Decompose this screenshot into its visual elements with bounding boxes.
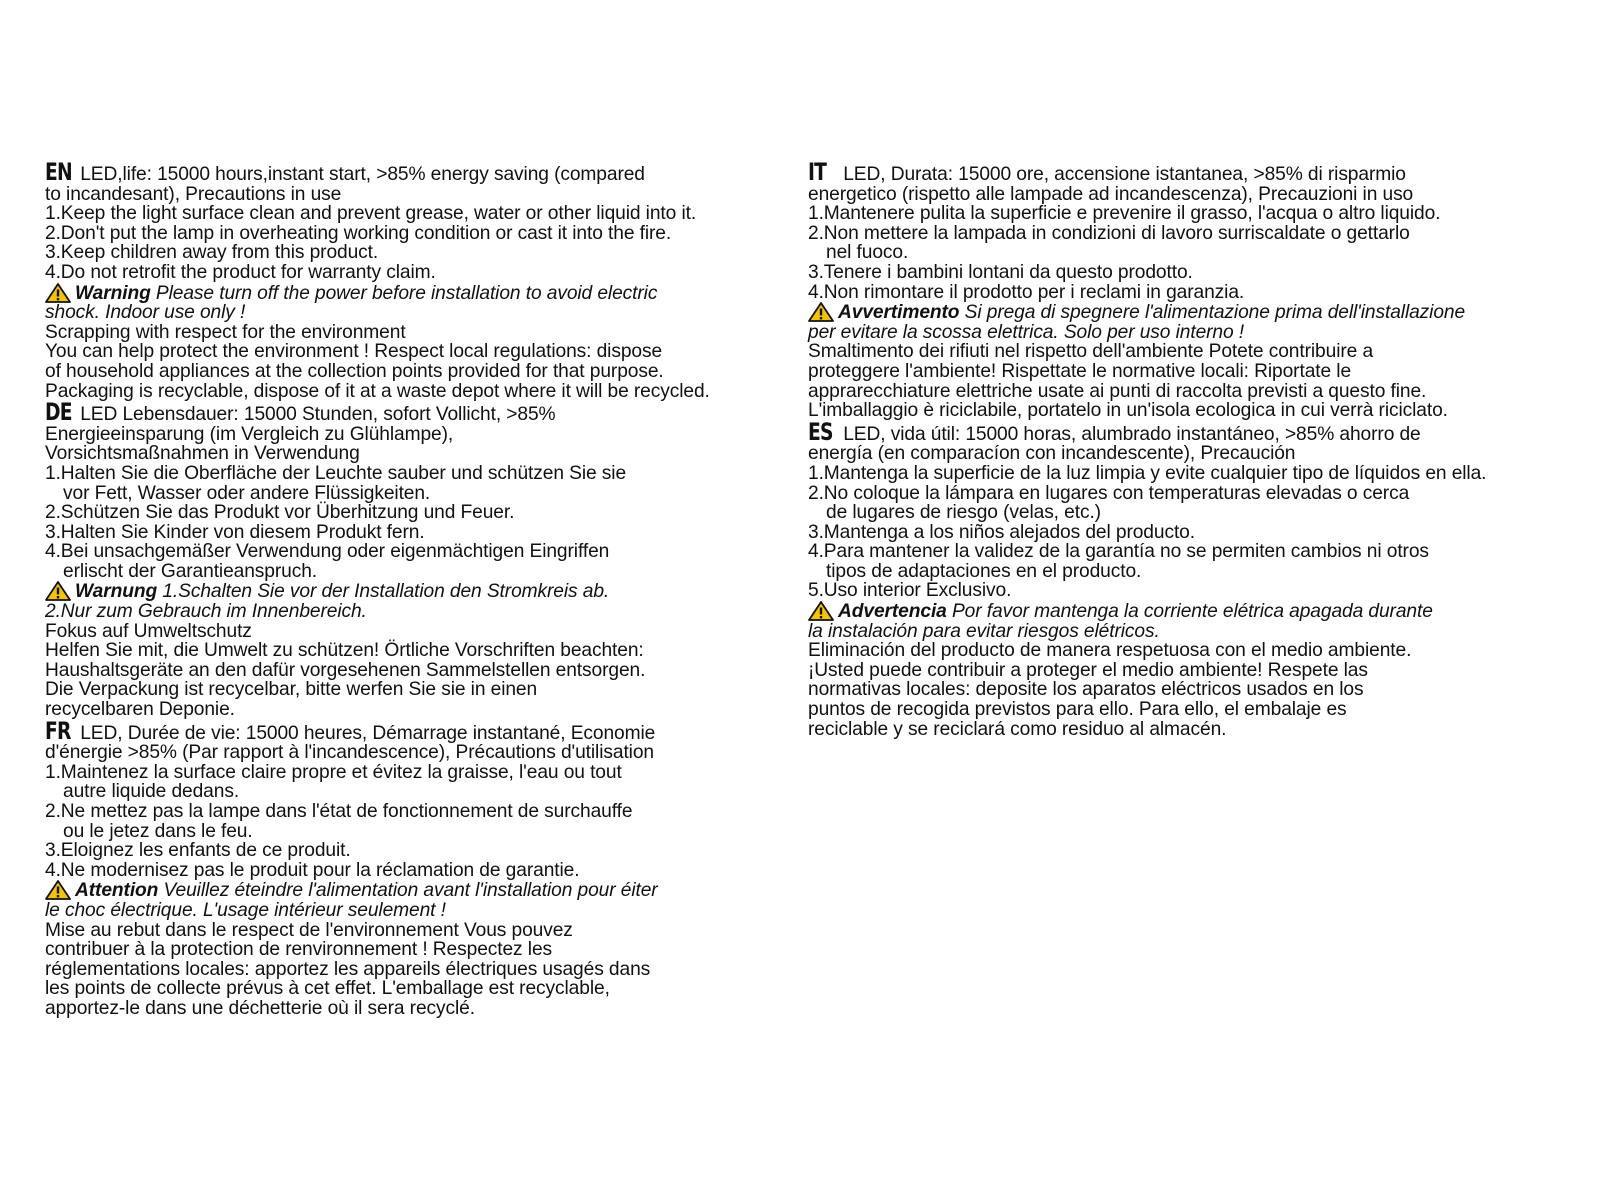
- text-line: [808, 622, 1578, 642]
- text-line: [45, 342, 775, 362]
- text-line: [45, 464, 775, 484]
- warning-text: Please turn off the power before installation to avoid electric: [150, 282, 658, 304]
- line-text: to incandesant), Precautions in use: [45, 183, 342, 205]
- warning-text: Por favor mantenga la corriente elétrica apagada durante: [946, 601, 1433, 623]
- line-text: 2.Non mettere la lampada in condizioni di lavoro surriscaldate o gettarlo: [808, 222, 1410, 244]
- text-line: [45, 861, 775, 881]
- line-text: proteggere l'ambiente! Rispettate le normative locali: Riportate le: [808, 360, 1352, 382]
- line-text: contribuer à la protection de renvironnement ! Respectez les: [45, 939, 553, 961]
- language-code: FR: [45, 716, 71, 745]
- text-line: [45, 680, 775, 700]
- line-text: Vorsichtsmaßnahmen in Verwendung: [45, 443, 360, 465]
- warning-label: Avvertimento: [838, 302, 960, 324]
- line-text: apprarecchiature elettriche usate ai punti di raccolta previsti a questo fine.: [808, 380, 1427, 402]
- text-line: [808, 401, 1578, 421]
- text-line: [45, 901, 775, 921]
- language-section-it: [808, 158, 1578, 422]
- line-text: 2.Schützen Sie das Produkt vor Überhitzung und Feuer.: [45, 502, 515, 524]
- warning-line: [45, 283, 775, 304]
- text-line: [45, 444, 775, 464]
- line-text: le choc électrique. L'usage intérieur seulement !: [45, 899, 446, 921]
- text-line: [808, 243, 1578, 263]
- text-line: [45, 841, 775, 861]
- warning-triangle-icon: [45, 880, 71, 899]
- text-line: [808, 224, 1578, 244]
- text-line: [45, 700, 775, 720]
- warning-triangle-icon: [808, 302, 834, 321]
- warning-label: Advertencia: [838, 601, 947, 623]
- text-line: [808, 562, 1578, 582]
- text-line: [45, 782, 775, 802]
- line-text: apportez-le dans une déchetterie où il sera recyclé.: [45, 997, 475, 1019]
- line-text: 4.Do not retrofit the product for warranty claim.: [45, 261, 436, 283]
- line-text: 2.Ne mettez pas la lampe dans l'état de fonctionnement de surchauffe: [45, 801, 633, 822]
- language-section-fr: [45, 716, 775, 1019]
- line-text: 2.Don't put the lamp in overheating working condition or cast it into the fire.: [45, 222, 672, 244]
- text-line: [808, 158, 1578, 186]
- text-line: [45, 921, 775, 941]
- line-text: tipos de adaptaciones en el producto.: [826, 560, 1142, 582]
- text-line: [808, 342, 1578, 362]
- text-line: [808, 185, 1578, 205]
- line-text: 1.Keep the light surface clean and prevent grease, water or other liquid into it.: [45, 203, 697, 225]
- line-text: les points de collecte prévus à cet effet. L'emballage est recyclable,: [45, 978, 610, 1000]
- line-text: Haushaltsgeräte an den dafür vorgesehenen Sammelstellen entsorgen.: [45, 659, 646, 681]
- line-text: LED,life: 15000 hours,instant start, >85% energy saving (compared: [75, 164, 645, 185]
- text-line: [808, 464, 1578, 484]
- line-text: 5.Uso interior Exclusivo.: [808, 580, 1012, 602]
- text-line: [45, 303, 775, 323]
- text-line: [45, 425, 775, 445]
- line-text: reciclable y se reciclará como residuo al almacén.: [808, 718, 1227, 740]
- text-line: [45, 960, 775, 980]
- line-text: 1.Halten Sie die Oberfläche der Leuchte sauber und schützen Sie sie: [45, 462, 627, 484]
- text-line: [45, 484, 775, 504]
- text-line: [45, 243, 775, 263]
- line-text: energía (en comparacíon con incandescente), Precaución: [808, 443, 1296, 465]
- text-line: [808, 542, 1578, 562]
- line-text: 3.Keep children away from this product.: [45, 242, 379, 264]
- line-text: 1.Mantenere pulita la superficie e prevenire il grasso, l'acqua o altro liquido.: [808, 203, 1441, 225]
- text-line: [808, 382, 1578, 402]
- line-text: 1.Mantenga la superficie de la luz limpia y evite cualquier tipo de líquidos en ella.: [808, 462, 1487, 484]
- text-line: [45, 743, 775, 763]
- text-line: [45, 323, 775, 343]
- line-text: Energieeinsparung (im Vergleich zu Glühlampe),: [45, 423, 454, 445]
- warning-label: Attention: [75, 880, 159, 902]
- warning-text: Si prega di spegnere l'alimentazione prima dell'installazione: [959, 302, 1466, 324]
- text-line: [808, 661, 1578, 681]
- text-line: [45, 641, 775, 661]
- text-line: [45, 562, 775, 582]
- text-line: [808, 680, 1578, 700]
- line-text: d'énergie >85% (Par rapport à l'incandescence), Précautions d'utilisation: [45, 742, 654, 764]
- text-line: [808, 323, 1578, 343]
- line-text: You can help protect the environment ! Respect local regulations: dispose: [45, 341, 663, 363]
- line-text: normativas locales: deposite los aparatos eléctricos usados en los: [808, 679, 1364, 701]
- left-column: [45, 158, 775, 1021]
- warning-line: [45, 581, 775, 602]
- text-line: [808, 362, 1578, 382]
- text-line: [45, 661, 775, 681]
- line-text: 2.Nur zum Gebrauch im Innenbereich.: [45, 601, 367, 623]
- line-text: nel fuoco.: [826, 242, 909, 264]
- right-column: [808, 158, 1578, 741]
- text-line: [808, 283, 1578, 303]
- text-line: [45, 362, 775, 382]
- line-text: Smaltimento dei rifiuti nel rispetto dell'ambiente Potete contribuire a: [808, 341, 1374, 363]
- warning-line: [808, 601, 1578, 622]
- line-text: LED, vida útil: 15000 horas, alumbrado instantáneo, >85% ahorro de: [838, 423, 1421, 445]
- text-line: [45, 185, 775, 205]
- line-text: Scrapping with respect for the environment: [45, 321, 406, 343]
- text-line: [45, 542, 775, 562]
- line-text: 3.Tenere i bambini lontani da questo prodotto.: [808, 261, 1193, 283]
- warning-line: [808, 302, 1578, 323]
- text-line: [45, 382, 775, 402]
- text-line: [808, 484, 1578, 504]
- line-text: la instalación para evitar riesgos elétricos.: [808, 620, 1160, 642]
- line-text: energetico (rispetto alle lampade ad incandescenza), Precauzioni in uso: [808, 183, 1414, 205]
- language-code: DE: [45, 398, 72, 427]
- line-text: de lugares de riesgo (velas, etc.): [826, 502, 1101, 524]
- text-line: [808, 417, 1578, 446]
- text-line: [808, 641, 1578, 661]
- line-text: 2.No coloque la lámpara en lugares con temperaturas elevadas o cerca: [808, 482, 1410, 504]
- line-text: 4.Ne modernisez pas le produit pour la réclamation de garantie.: [45, 859, 580, 881]
- text-line: [45, 763, 775, 783]
- text-line: [45, 503, 775, 523]
- text-line: [808, 204, 1578, 224]
- line-text: of household appliances at the collection points provided for that purpose.: [45, 360, 664, 382]
- warning-triangle-icon: [808, 601, 834, 620]
- warning-triangle-icon: [45, 581, 71, 600]
- line-text: 1.Maintenez la surface claire propre et évitez la graisse, l'eau ou tout: [45, 761, 622, 783]
- text-line: [45, 398, 775, 427]
- line-text: ou le jetez dans le feu.: [63, 820, 253, 842]
- text-line: [45, 822, 775, 842]
- line-text: L'imballaggio è riciclabile, portatelo in un'isola ecologica in cui verrà riciclato.: [808, 400, 1448, 422]
- warning-label: Warning: [75, 282, 151, 304]
- line-text: réglementations locales: apportez les appareils électriques usagés dans: [45, 958, 651, 980]
- text-line: [45, 622, 775, 642]
- language-code: IT: [808, 158, 827, 186]
- line-text: recycelbaren Deponie.: [45, 699, 235, 721]
- warning-text: Veuillez éteindre l'alimentation avant l'installation pour éiter: [158, 880, 658, 902]
- warning-triangle-icon: [45, 283, 71, 302]
- line-text: 4.Bei unsachgemäßer Verwendung oder eigenmächtigen Eingriffen: [45, 541, 610, 563]
- text-line: [45, 602, 775, 622]
- text-line: [808, 503, 1578, 523]
- warning-line: [45, 880, 775, 901]
- text-line: [45, 979, 775, 999]
- text-line: [808, 700, 1578, 720]
- text-line: [45, 716, 775, 745]
- line-text: Die Verpackung ist recycelbar, bitte werfen Sie sie in einen: [45, 679, 538, 701]
- text-line: [808, 444, 1578, 464]
- text-line: [808, 581, 1578, 601]
- line-text: 3.Halten Sie Kinder von diesem Produkt fern.: [45, 521, 425, 543]
- line-text: LED, Durée de vie: 15000 heures, Démarrage instantané, Economie: [75, 722, 656, 744]
- text-line: [45, 263, 775, 283]
- line-text: 3.Eloignez les enfants de ce produit.: [45, 840, 351, 862]
- text-line: [45, 158, 775, 186]
- line-text: 4.Non rimontare il prodotto per i reclami in garanzia.: [808, 281, 1245, 303]
- text-line: [45, 224, 775, 244]
- line-text: Mise au rebut dans le respect de l'environnement Vous pouvez: [45, 919, 573, 941]
- line-text: Packaging is recyclable, dispose of it at a waste depot where it will be recycled.: [45, 380, 710, 402]
- language-section-en: [45, 158, 775, 402]
- text-line: [45, 940, 775, 960]
- language-section-es: [808, 417, 1578, 740]
- language-section-de: [45, 398, 775, 721]
- line-text: ¡Usted puede contribuir a proteger el medio ambiente! Respete las: [808, 659, 1368, 681]
- language-code: ES: [808, 417, 833, 446]
- warning-label: Warnung: [75, 581, 158, 603]
- text-line: [808, 523, 1578, 543]
- line-text: 3.Mantenga a los niños alejados del producto.: [808, 521, 1195, 543]
- text-line: [45, 204, 775, 224]
- language-code: EN: [45, 158, 72, 186]
- line-text: Eliminación del producto de manera respetuosa con el medio ambiente.: [808, 640, 1412, 662]
- line-text: per evitare la scossa elettrica. Solo per uso interno !: [808, 321, 1245, 343]
- line-text: LED, Durata: 15000 ore, accensione istantanea, >85% di risparmio: [838, 164, 1406, 185]
- text-line: [808, 720, 1578, 740]
- text-line: [45, 802, 775, 822]
- text-line: [45, 523, 775, 543]
- line-text: vor Fett, Wasser oder andere Flüssigkeiten.: [63, 482, 431, 504]
- warning-text: 1.Schalten Sie vor der Installation den Stromkreis ab.: [157, 581, 610, 603]
- text-line: [45, 999, 775, 1019]
- line-text: 4.Para mantener la validez de la garantía no se permiten cambios ni otros: [808, 541, 1429, 563]
- line-text: Fokus auf Umweltschutz: [45, 620, 252, 642]
- line-text: erlischt der Garantieanspruch.: [63, 560, 318, 582]
- line-text: LED Lebensdauer: 15000 Stunden, sofort Vollicht, >85%: [75, 404, 556, 426]
- line-text: Helfen Sie mit, die Umwelt zu schützen! Örtliche Vorschriften beachten:: [45, 640, 644, 662]
- text-line: [808, 263, 1578, 283]
- line-text: autre liquide dedans.: [63, 781, 240, 803]
- line-text: shock. Indoor use only !: [45, 302, 246, 324]
- line-text: puntos de recogida previstos para ello. Para ello, el embalaje es: [808, 699, 1347, 721]
